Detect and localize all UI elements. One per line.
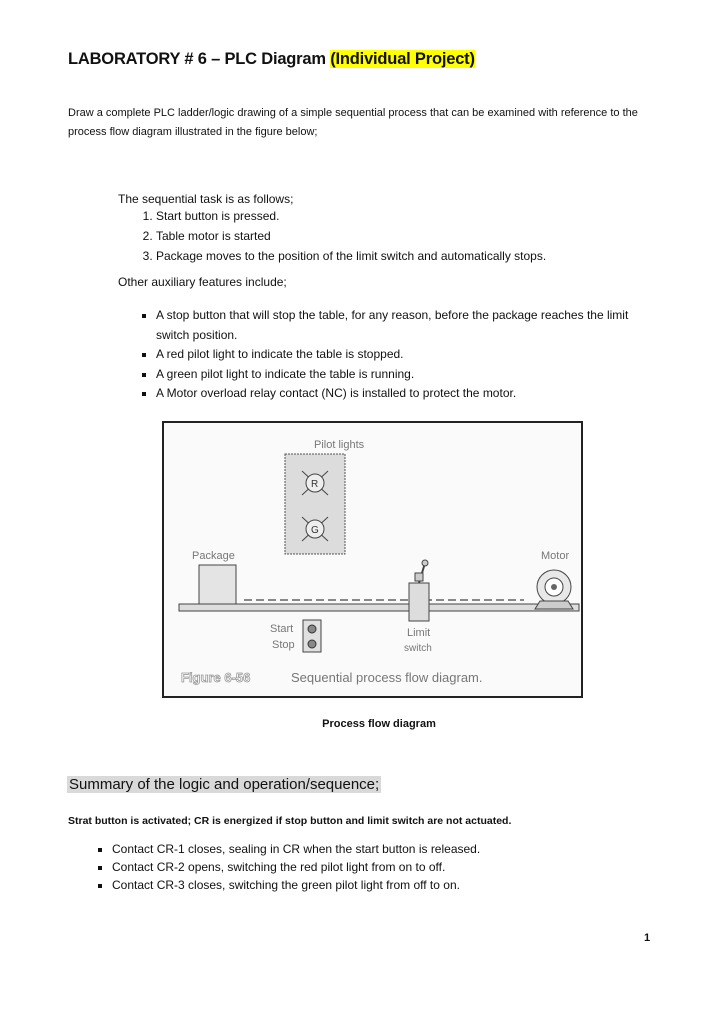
package-label: Package — [192, 550, 235, 562]
green-pilot-light-icon — [302, 517, 328, 541]
switch-label: switch — [404, 643, 432, 654]
list-item: ▪ Contact CR-3 closes, switching the green pilot light from off to on. — [112, 876, 632, 894]
figure-number: Figure 6-56 — [181, 670, 251, 685]
page-title — [68, 50, 475, 69]
auxiliary-list — [118, 306, 646, 404]
pilot-lights-label: Pilot lights — [314, 439, 365, 451]
stop-button-icon — [308, 640, 316, 648]
list-item: 1. Start button is pressed. — [156, 206, 696, 226]
list-item: ▪ A Motor overload relay contact (NC) is installed to protect the motor. — [156, 384, 646, 404]
process-flow-figure — [162, 421, 583, 698]
green-light-label: G — [311, 525, 319, 536]
title-main: LABORATORY # 6 – PLC Diagram — [68, 50, 331, 68]
start-label: Start — [270, 623, 294, 635]
pilot-light-panel — [285, 454, 345, 554]
page-number: 1 — [644, 932, 651, 944]
conveyor-table — [179, 604, 579, 611]
limit-label: Limit — [407, 627, 431, 639]
figure-title: Sequential process flow diagram. — [291, 670, 483, 685]
process-flow-drawing — [164, 423, 585, 700]
list-item: ▪ A green pilot light to indicate the table is running. — [156, 365, 646, 385]
start-button-icon — [308, 625, 316, 633]
figure-caption: Process flow diagram — [322, 718, 436, 730]
list-item: ▪ Contact CR-1 closes, sealing in CR when the start button is released. — [112, 840, 632, 858]
activation-statement: Strat button is activated; CR is energized if stop button and limit switch are not actuated. — [68, 815, 512, 827]
summary-heading: Summary of the logic and operation/sequence; — [69, 776, 380, 793]
motor-icon — [535, 570, 573, 609]
red-light-label: R — [311, 479, 319, 490]
stop-label: Stop — [272, 639, 295, 651]
list-item: 2. Table motor is started — [156, 226, 696, 246]
package-box — [199, 565, 236, 604]
list-item: 3. Package moves to the position of the limit switch and automatically stops. — [156, 246, 696, 266]
list-item: ▪ A red pilot light to indicate the table is stopped. — [156, 345, 646, 365]
sequence-heading: The sequential task is as follows; — [118, 192, 294, 206]
motor-label: Motor — [541, 550, 570, 562]
title-highlight: (Individual Project) — [330, 50, 475, 68]
list-item: ▪ Contact CR-2 opens, switching the red pilot light from on to off. — [112, 858, 632, 876]
intro-paragraph: Draw a complete PLC ladder/logic drawing of a simple sequential process that can be examined with reference to the process flow diagram illustrated in the figure below; — [68, 107, 638, 138]
sequence-steps — [118, 206, 696, 266]
red-pilot-light-icon — [302, 471, 328, 495]
limit-switch-icon — [409, 560, 429, 621]
auxiliary-heading: Other auxiliary features include; — [118, 275, 287, 289]
contacts-list — [74, 840, 632, 894]
list-item: ▪ A stop button that will stop the table, for any reason, before the package reaches the limit switch position. — [156, 306, 646, 345]
